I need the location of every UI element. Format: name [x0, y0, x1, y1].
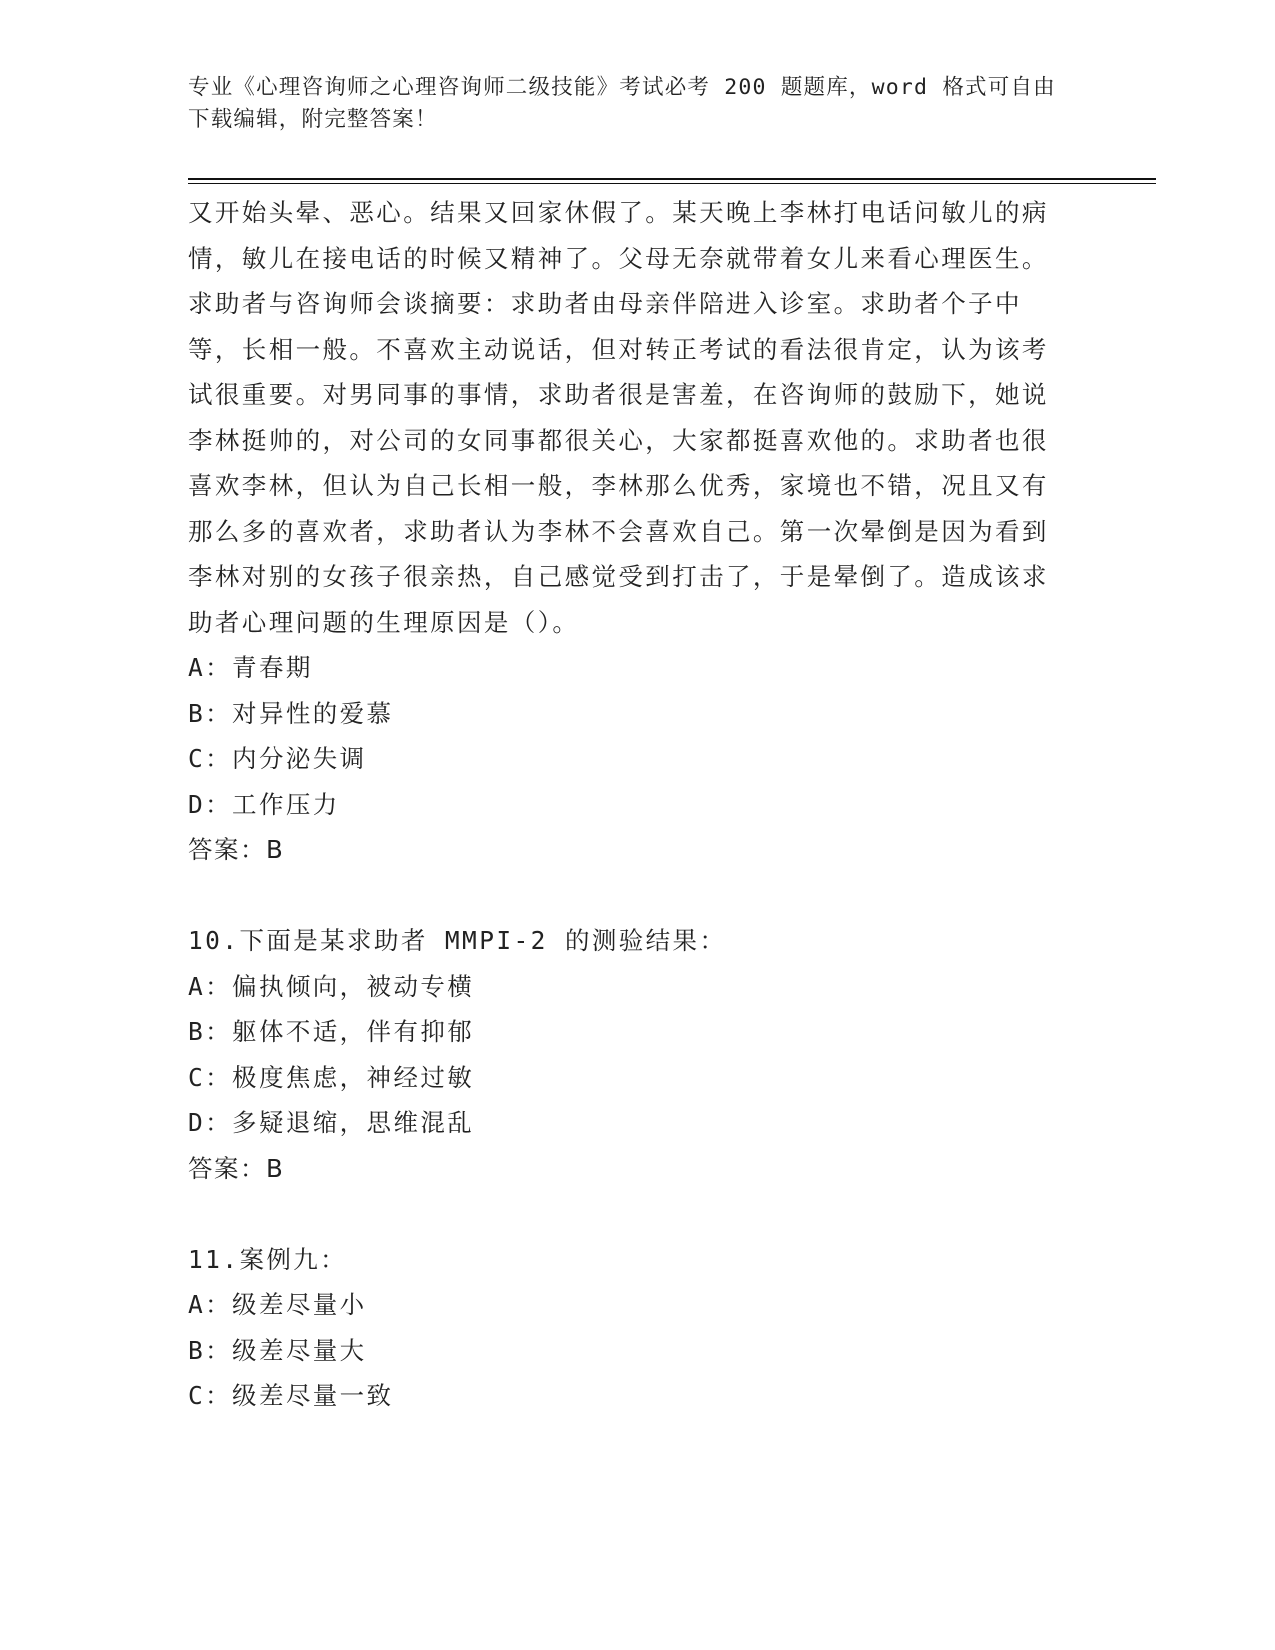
question-10-stem: 10.下面是某求助者 MMPI-2 的测验结果： [188, 926, 727, 955]
question-10-answer: 答案：B [188, 1153, 285, 1183]
question-11-stem: 11.案例九： [188, 1244, 348, 1274]
header-divider-thick [188, 178, 1156, 180]
question-10-option-d: D：多疑退缩，思维混乱 [188, 1108, 475, 1137]
question-10-option-b: B：躯体不适，伴有抑郁 [188, 1017, 475, 1046]
question-11-option-c: C：级差尽量一致 [188, 1381, 394, 1410]
question-content [188, 190, 1068, 1419]
question-9-option-c: C：内分泌失调 [188, 744, 367, 773]
question-9-option-a: A：青春期 [188, 653, 313, 682]
question-9-stem: 又开始头晕、恶心。结果又回家休假了。某天晚上李林打电话问敏儿的病情，敏儿在接电话的时候又精神了。父母无奈就带着女儿来看心理医生。求助者与咨询师会谈摘要：求助者由母亲伴陪进入诊室。求助者个子中等，长相一般。不喜欢主动说话，但对转正考试的看法很肯定，认为该考试很重要。对男同事的事情，求助者很是害羞，在咨询师的鼓励下，她说李林挺帅的，对公司的女同事都很关心，大家都挺喜欢他的。求助者也很喜欢李林，但认为自己长相一般，李林那么优秀，家境也不错，况且又有那么多的喜欢者，求助者认为李林不会喜欢自己。第一次晕倒是因为看到李林对别的女孩子很亲热，自己感觉受到打击了，于是晕倒了。造成该求助者心理问题的生理原因是（）。 [188, 198, 1049, 637]
question-9-option-d: D：工作压力 [188, 789, 340, 819]
spacer [188, 873, 1068, 919]
question-10-option-c: C：极度焦虑，神经过敏 [188, 1062, 475, 1092]
header-divider-thin [188, 183, 1156, 184]
question-11-option-a: A：级差尽量小 [188, 1290, 367, 1319]
question-11-option-b: B：级差尽量大 [188, 1335, 367, 1365]
spacer [188, 1191, 1068, 1237]
question-9-answer: 答案：B [188, 835, 285, 864]
question-9-option-b: B：对异性的爱慕 [188, 698, 394, 728]
document-header: 专业《心理咨询师之心理咨询师二级技能》考试必考 200 题题库，word 格式可自由下载编辑，附完整答案！ [188, 75, 1056, 132]
question-10-option-a: A：偏执倾向，被动专横 [188, 971, 475, 1001]
